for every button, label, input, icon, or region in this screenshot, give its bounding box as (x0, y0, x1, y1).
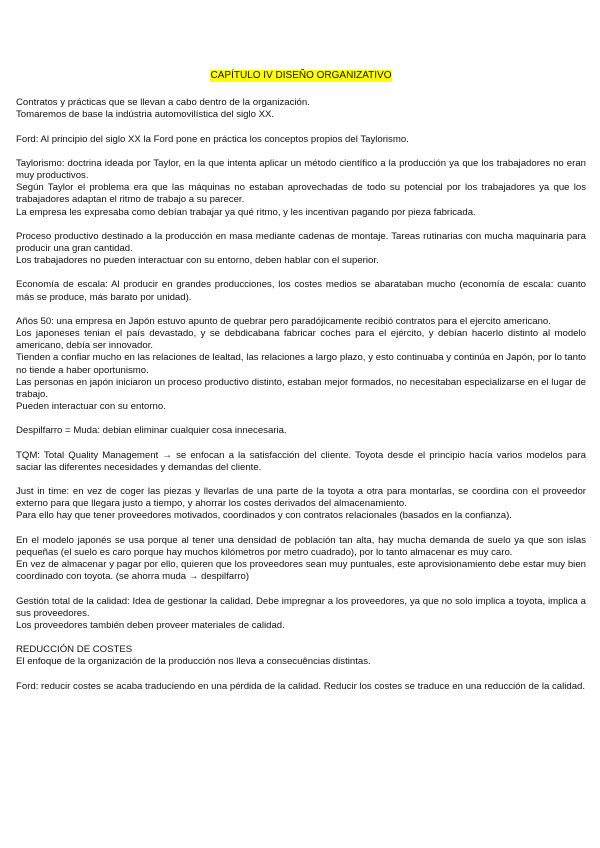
text-line: Economía de escala: Al producir en grandes producciones, los costes medios se abarataban mucho (economía de escala: cuanto más se produce, más barato por unidad). (16, 279, 586, 303)
paragraph (16, 425, 586, 437)
text-line: Pueden interactuar con su entorno. (16, 401, 166, 413)
paragraph (16, 97, 586, 121)
text-line: Gestión total de la calidad: Idea de gestionar la calidad. Debe impregnar a los proveedores, ya que no solo implica a toyota, implica a sus proveedores. (16, 595, 586, 619)
text-line: Ford: Al principio del siglo XX la Ford pone en práctica los conceptos propios del Taylorismo. (16, 133, 409, 145)
chapter-title: CAPÍTULO IV DISEÑO ORGANIZATIVO (210, 70, 392, 81)
text-line: TQM: Total Quality Management → se enfocan a la satisfacción del cliente. Toyota desde el principio hacía varios modelos para saciar las diferentes necesidades y demandas del cliente. (16, 449, 586, 473)
text-line: Según Taylor el problema era que las máquinas no estaban aprovechadas de todo su potencial por los trabajadores ya que los trabajadores adaptan el ritmo de trabajo a su parecer. (16, 182, 586, 206)
text-line: Tienden a confiar mucho en las relaciones de lealtad, las relaciones a largo plazo, y esto continuaba y continúa en Japón, por lo tanto no tiende a haber oportunismo. (16, 352, 586, 376)
paragraph (16, 316, 586, 414)
paragraph (16, 644, 586, 668)
text-line: Just in time: en vez de coger las piezas y llevarlas de una parte de la toyota a otra para montarlas, se coordina con el proveedor externo para que llegara justo a tiempo, y ahorrar los costes derivados del almacenamiento. (16, 486, 586, 510)
text-line: En vez de almacenar y pagar por ello, quieren que los proveedores sean muy puntuales, este aprovisionamiento debe estar muy bien coordinado con toyota. (se ahorra muda → despilfarro) (16, 559, 586, 583)
text-line: Los proveedores también deben proveer materiales de calidad. (16, 619, 285, 631)
paragraph (16, 279, 586, 303)
paragraph (16, 134, 586, 146)
text-line: Años 50: una empresa en Japón estuvo apunto de quebrar pero paradójicamente recibió contratos para el ejercito americano. (16, 315, 551, 327)
text-line: Los trabajadores no pueden interactuar con su entorno, deben hablar con el superior. (16, 255, 379, 267)
text-line: Taylorismo: doctrina ideada por Taylor, en la que intenta aplicar un método científico a la producción ya que los trabajadores no eran muy productivos. (16, 157, 586, 182)
text-line: La empresa les expresaba como debían trabajar ya qué ritmo, y les incentivan pagando por pieza fabricada. (16, 206, 476, 218)
text-line: Las personas en japón iniciaron un proceso productivo distinto, estaban mejor formados, no necesitaban especializarse en el lugar de trabajo. (16, 376, 586, 401)
text-line: Contratos y prácticas que se llevan a cabo dentro de la organización. (16, 97, 310, 109)
paragraph (16, 486, 586, 523)
title-wrap (16, 70, 586, 82)
text-line: Para ello hay que tener proveedores motivados, coordinados y con contratos relacionales (basados en la confianza). (16, 510, 512, 522)
document-body (16, 97, 586, 693)
paragraph (16, 158, 586, 219)
paragraph (16, 450, 586, 474)
text-line: Ford: reducir costes se acaba traduciendo en una pérdida de la calidad. Reducir los costes se traduce en una reducción de la calidad. (16, 680, 586, 692)
text-line: El enfoque de la organización de la producción nos lleva a consecuências distintas. (16, 656, 371, 668)
text-line: Despilfarro = Muda: debian eliminar cualquier cosa innecesaria. (16, 425, 287, 437)
paragraph (16, 535, 586, 584)
text-line: Tomaremos de base la indústria automovilística del siglo XX. (16, 109, 275, 121)
text-line: REDUCCIÓN DE COSTES (16, 644, 133, 656)
text-line: Los japoneses tenian el país devastado, y se debdicabana fabricar coches para el ejército, y debían hacerlo distinto al modelo americano, debía ser innovador. (16, 328, 586, 352)
paragraph (16, 596, 586, 633)
text-line: Proceso productivo destinado a la producción en masa mediante cadenas de montaje. Tareas rutinarias con mucha maquinaria para producir una gran cantidad. (16, 230, 586, 255)
paragraph (16, 231, 586, 268)
paragraph (16, 681, 586, 693)
text-line: En el modelo japonés se usa porque al tener una densidad de población tan alta, hay mucha demanda de suelo ya que son islas pequeñas (el suelo es caro porque hay muchos kilómetros por metro cuadrado), por lo tanto almacenar es muy caro. (16, 534, 586, 558)
